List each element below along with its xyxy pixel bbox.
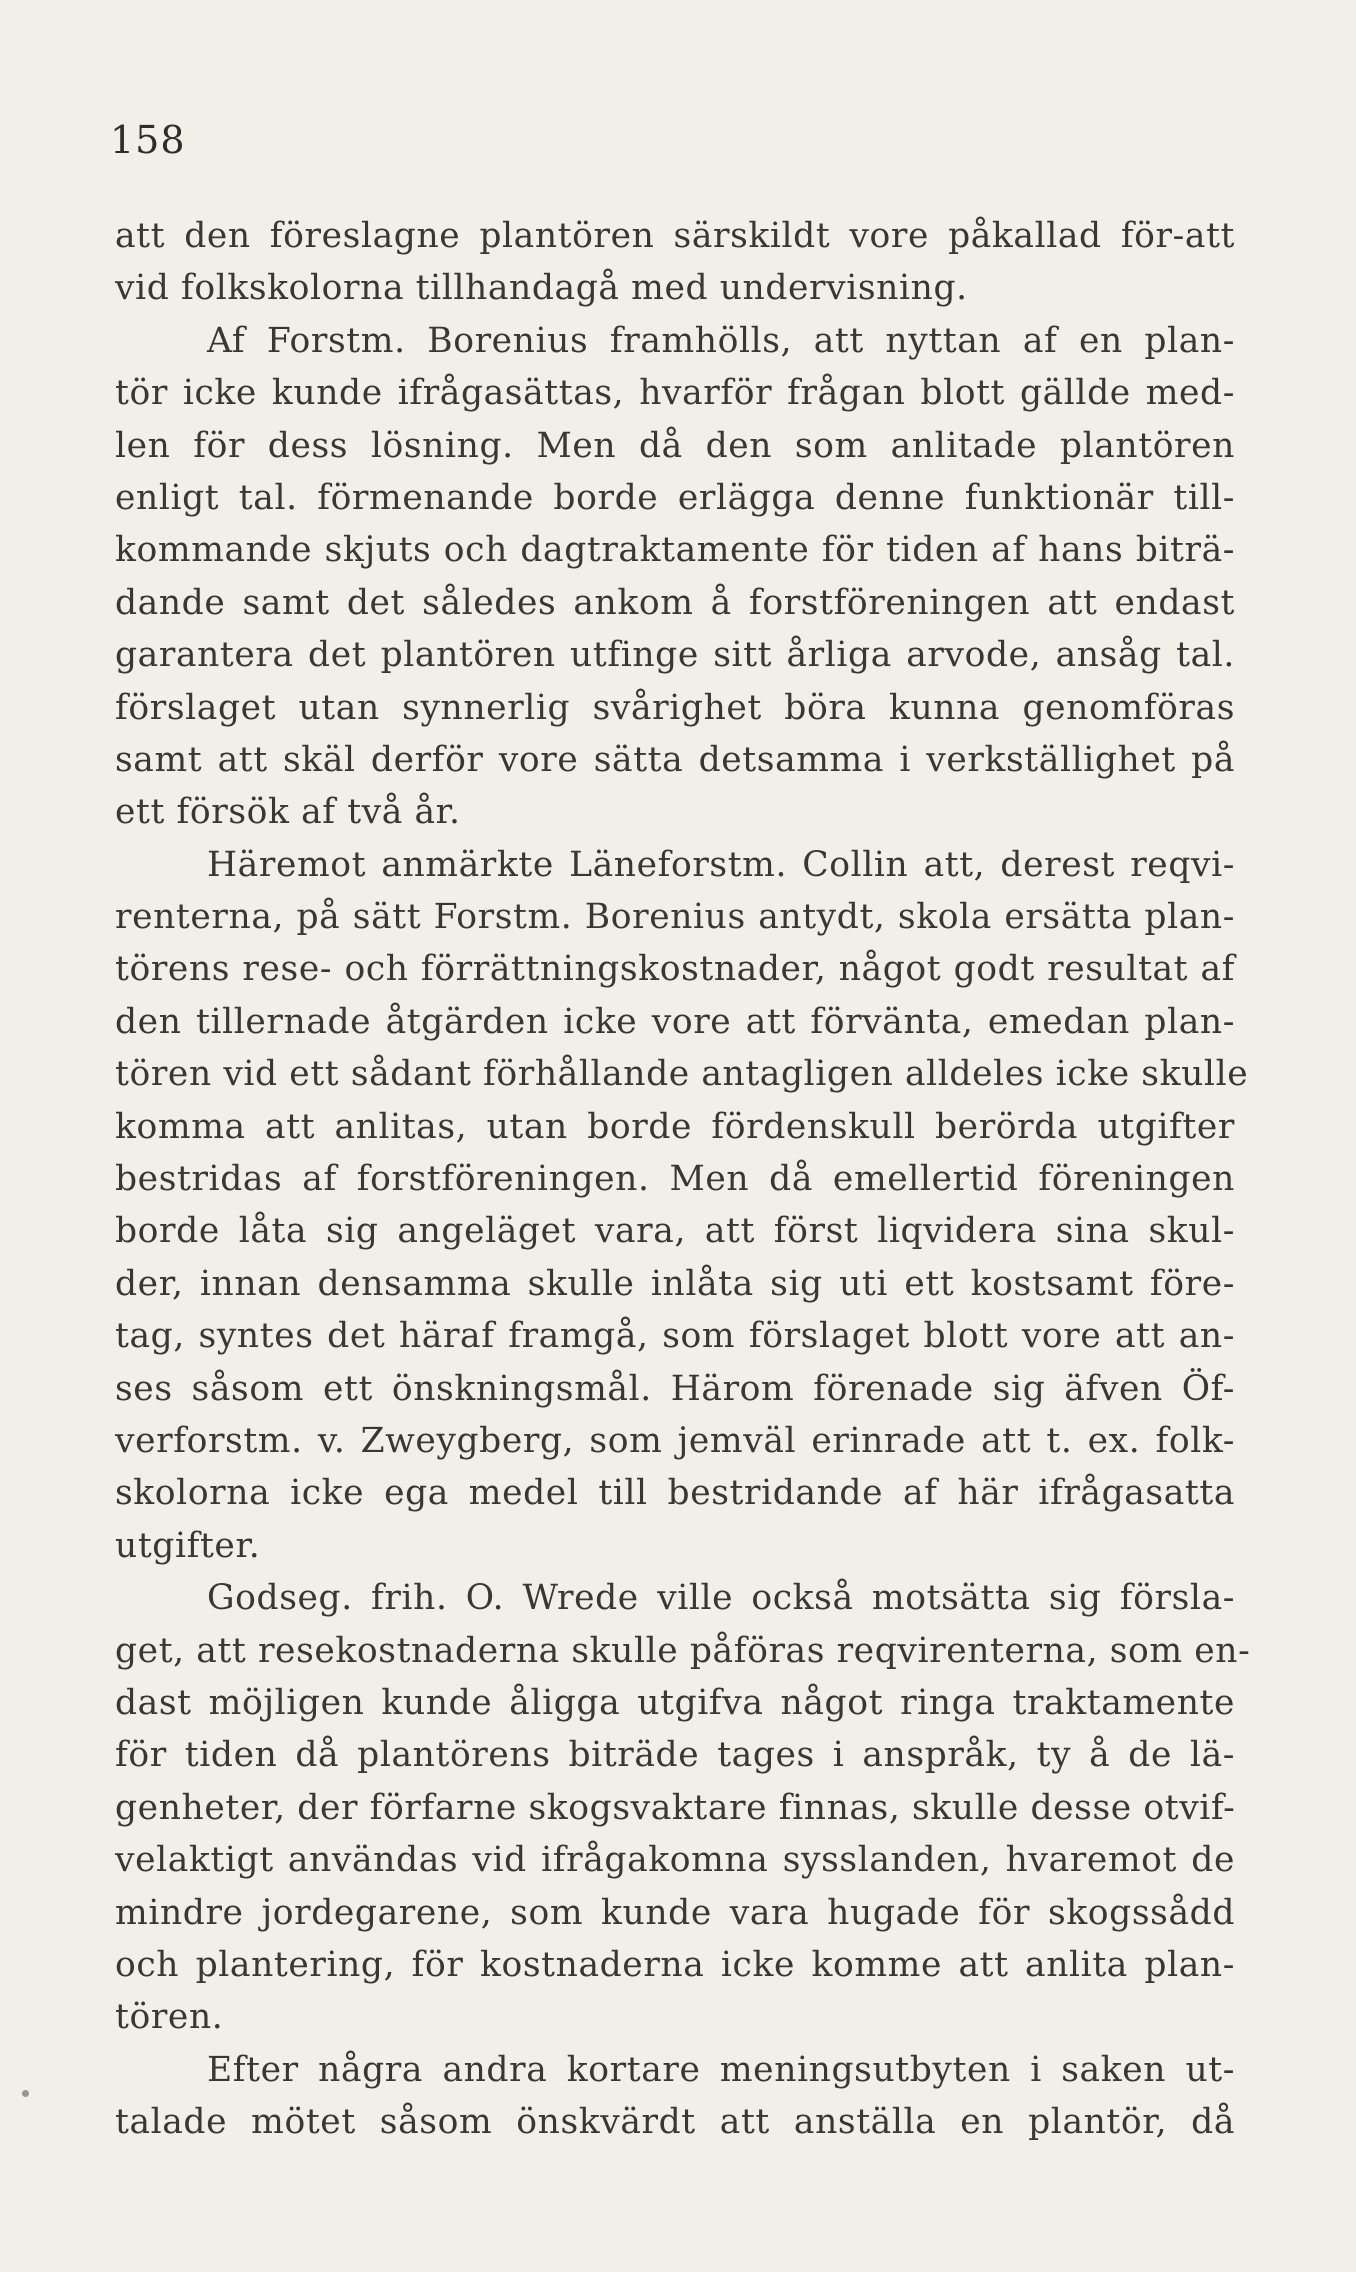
text-line: dande samt det således ankom å forstföreningen att endast <box>115 582 1235 623</box>
text-line: get, att resekostnaderna skulle påföras reqvirenterna, som en- <box>115 1630 1251 1671</box>
text-line: velaktigt användas vid ifrågakomna sysslanden, hvaremot de <box>115 1840 1235 1881</box>
text-line: enligt tal. förmenande borde erlägga denne funktionär till- <box>115 477 1235 518</box>
text-line: tören. <box>115 1997 224 2038</box>
text-line: tören vid ett sådant förhållande antagligen alldeles icke skulle <box>115 1054 1249 1095</box>
text-line: tag, syntes det häraf framgå, som förslaget blott vore att an- <box>115 1316 1235 1357</box>
text-line: törens rese- och förrättningskostnader, något godt resultat af <box>115 949 1235 990</box>
text-line: Godseg. frih. O. Wrede ville också motsätta sig försla- <box>207 1578 1235 1619</box>
text-line: ses såsom ett önskningsmål. Härom förenade sig äfven Öf- <box>115 1368 1235 1409</box>
text-line: samt att skäl derför vore sätta detsamma i verkställighet på <box>115 739 1235 780</box>
text-line: garantera det plantören utfinge sitt årliga arvode, ansåg tal. <box>115 635 1235 676</box>
text-line: bestridas af forstföreningen. Men då emellertid föreningen <box>115 1159 1235 1200</box>
text-line: len för dess lösning. Men då den som anlitade plantören <box>115 425 1235 466</box>
text-line: utgifter. <box>115 1525 261 1566</box>
text-line: mindre jordegarene, som kunde vara hugade för skogssådd <box>115 1892 1235 1933</box>
page-number: 158 <box>110 118 186 162</box>
text-line: Af Forstm. Borenius framhölls, att nyttan af en plan- <box>207 320 1235 361</box>
text-line: för tiden då plantörens biträde tages i anspråk, ty å de lä- <box>115 1735 1235 1776</box>
text-line: borde låta sig angeläget vara, att först liqvidera sina skul- <box>115 1211 1235 1252</box>
text-line: skolorna icke ega medel till bestridande af här ifrågasatta <box>115 1473 1235 1514</box>
text-line: tör icke kunde ifrågasättas, hvarför frågan blott gällde med- <box>115 373 1235 414</box>
text-line: dast möjligen kunde åligga utgifva något ringa traktamente <box>115 1682 1235 1723</box>
text-line: genheter, der förfarne skogsvaktare finnas, skulle desse otvif- <box>115 1787 1236 1828</box>
text-line: Efter några andra kortare meningsutbyten i saken ut- <box>207 2049 1235 2090</box>
text-line: den tillernade åtgärden icke vore att förvänta, emedan plan- <box>115 1001 1235 1042</box>
text-line: komma att anlitas, utan borde fördenskull berörda utgifter <box>115 1106 1235 1147</box>
text-line: ett försök af två år. <box>115 792 461 833</box>
text-line: talade mötet såsom önskvärdt att anställa en plantör, då <box>115 2102 1235 2143</box>
text-line: att den föreslagne plantören särskildt vore påkallad för-att <box>115 216 1235 256</box>
text-line: kommande skjuts och dagtraktamente för tiden af hans biträ- <box>115 530 1235 571</box>
text-line: Häremot anmärkte Läneforstm. Collin att, derest reqvi- <box>207 844 1235 885</box>
text-line: förslaget utan synnerlig svårighet böra kunna genomföras <box>115 687 1235 728</box>
margin-mark <box>22 2090 29 2097</box>
text-line: vid folkskolorna tillhandagå med undervisning. <box>115 268 968 309</box>
text-line: der, innan densamma skulle inlåta sig uti ett kostsamt före- <box>115 1263 1235 1304</box>
text-line: och plantering, för kostnaderna icke komme att anlita plan- <box>115 1944 1235 1985</box>
text-line: renterna, på sätt Forstm. Borenius antydt, skola ersätta plan- <box>115 897 1235 938</box>
body-text <box>115 210 1251 2148</box>
text-line: verforstm. v. Zweygberg, som jemväl erinrade att t. ex. folk- <box>115 1420 1235 1461</box>
